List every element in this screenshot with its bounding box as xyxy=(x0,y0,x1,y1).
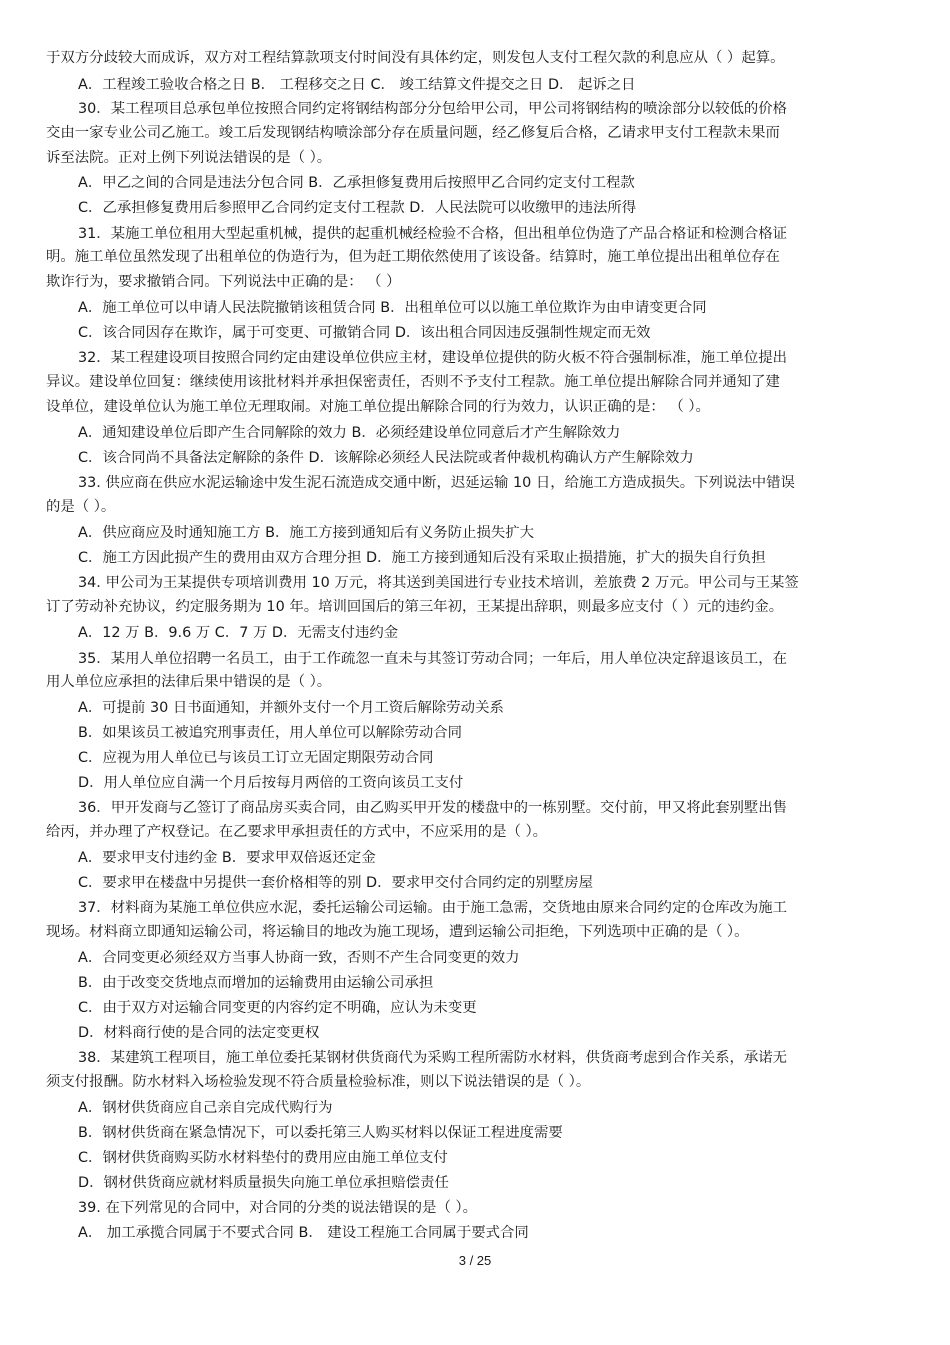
text-line: 33. 供应商在供应水泥运输途中发生泥石流造成交通中断，迟延运输 10 日，给施工方造成损失。下列说法中错误 xyxy=(78,475,795,491)
text-line: B．由于改变交货地点而增加的运输费用由运输公司承担 xyxy=(78,975,434,991)
text-line: 36．甲开发商与乙签订了商品房买卖合同，由乙购买甲开发的楼盘中的一栋别墅。交付前，甲又将此套别墅出售 xyxy=(78,800,788,816)
text-line: 给丙，并办理了产权登记。在乙要求甲承担责任的方式中，不应采用的是（ ）。 xyxy=(46,824,548,840)
text-line: C．要求甲在楼盘中另提供一套价格相等的别 D．要求甲交付合同约定的别墅房屋 xyxy=(78,875,593,891)
text-line: A．工程竣工验收合格之日 B． 工程移交之日 C． 竣工结算文件提交之日 D． 起诉之日 xyxy=(78,77,636,93)
text-line: D．材料商行使的是合同的法定变更权 xyxy=(78,1025,320,1041)
text-line: A．钢材供货商应自己亲自完成代购行为 xyxy=(78,1100,333,1116)
text-line: 于双方分歧较大而成诉，双方对工程结算款项支付时间没有具体约定，则发包人支付工程欠款的利息应从（ ）起算。 xyxy=(46,50,785,66)
text-line: C．施工方因此损产生的费用由双方合理分担 D．施工方接到通知后没有采取止损措施，扩大的损失自行负担 xyxy=(78,550,766,566)
text-line: C．该合同因存在欺诈，属于可变更、可撤销合同 D．该出租合同因违反强制性规定而无效 xyxy=(78,325,651,341)
text-line: C．由于双方对运输合同变更的内容约定不明确，应认为未变更 xyxy=(78,1000,477,1016)
text-line: C．应视为用人单位已与该员工订立无固定期限劳动合同 xyxy=(78,750,434,766)
text-line: 的是（ ）。 xyxy=(46,499,116,515)
text-line: D．用人单位应自满一个月后按每月两倍的工资向该员工支付 xyxy=(78,775,464,791)
text-line: 订了劳动补充协议，约定服务期为 10 年。培训回国后的第三年初，王某提出辞职，则最多应支付（ ）元的违约金。 xyxy=(46,599,784,615)
page-number: 3 / 25 xyxy=(458,1253,492,1268)
text-line: 异议。建设单位回复：继续使用该批材料并承担保密责任，否则不予支付工程款。施工单位提出解除合同并通知了建 xyxy=(46,374,780,390)
text-line: A．甲乙之间的合同是违法分包合同 B．乙承担修复费用后按照甲乙合同约定支付工程款 xyxy=(78,175,635,191)
text-line: A． 加工承揽合同属于不要式合同 B． 建设工程施工合同属于要式合同 xyxy=(78,1225,529,1241)
text-line: A．合同变更必须经双方当事人协商一致，否则不产生合同变更的效力 xyxy=(78,950,520,966)
text-line: 交由一家专业公司乙施工。竣工后发现钢结构喷涂部分存在质量问题，经乙修复后合格，乙请求甲支付工程款未果而 xyxy=(46,125,780,141)
text-line: 欺诈行为，要求撤销合同。下列说法中正确的是： （ ） xyxy=(46,274,401,290)
text-line: D．钢材供货商应就材料质量损失向施工单位承担赔偿责任 xyxy=(78,1175,449,1191)
text-line: B．钢材供货商在紧急情况下，可以委托第三人购买材料以保证工程进度需要 xyxy=(78,1125,563,1141)
text-line: 35．某用人单位招聘一名员工，由于工作疏忽一直未与其签订劳动合同；一年后，用人单位决定辞退该员工，在 xyxy=(78,651,788,667)
text-line: 明。施工单位虽然发现了出租单位的伪造行为，但为赶工期依然使用了该设备。结算时，施工单位提出出租单位存在 xyxy=(46,249,780,265)
text-line: C．乙承担修复费用后参照甲乙合同约定支付工程款 D．人民法院可以收缴甲的违法所得 xyxy=(78,200,637,216)
text-line: 38．某建筑工程项目，施工单位委托某钢材供货商代为采购工程所需防水材料，供货商考虑到合作关系，承诺无 xyxy=(78,1050,788,1066)
text-line: A．供应商应及时通知施工方 B．施工方接到通知后有义务防止损失扩大 xyxy=(78,525,535,541)
text-line: 须支付报酬。防水材料入场检验发现不符合质量检验标准，则以下说法错误的是（ ）。 xyxy=(46,1074,591,1090)
text-line: 32．某工程建设项目按照合同约定由建设单位供应主材，建设单位提供的防火板不符合强制标准，施工单位提出 xyxy=(78,350,788,366)
text-line: 39. 在下列常见的合同中，对合同的分类的说法错误的是（ ）。 xyxy=(78,1200,477,1216)
text-line: 现场。材料商立即通知运输公司，将运输目的地改为施工现场，遭到运输公司拒绝，下列选项中正确的是（ ）。 xyxy=(46,924,749,940)
text-line: 用人单位应承担的法律后果中错误的是（ ）。 xyxy=(46,674,332,690)
text-line: B．如果该员工被追究刑事责任，用人单位可以解除劳动合同 xyxy=(78,725,463,741)
text-line: 设单位，建设单位认为施工单位无理取闹。对施工单位提出解除合同的行为效力，认识正确的是： （ ）。 xyxy=(46,399,710,415)
text-line: A．要求甲支付违约金 B．要求甲双倍返还定金 xyxy=(78,850,376,866)
text-line: A．可提前 30 日书面通知，并额外支付一个月工资后解除劳动关系 xyxy=(78,700,504,716)
text-line: 34. 甲公司为王某提供专项培训费用 10 万元，将其送到美国进行专业技术培训，差旅费 2 万元。甲公司与王某签 xyxy=(78,575,799,591)
text-line: A．通知建设单位后即产生合同解除的效力 B．必须经建设单位同意后才产生解除效力 xyxy=(78,425,621,441)
text-line: 诉至法院。正对上例下列说法错误的是（ ）。 xyxy=(46,150,332,166)
text-line: C．该合同尚不具备法定解除的条件 D．该解除必须经人民法院或者仲裁机构确认方产生解除效力 xyxy=(78,450,694,466)
text-line: 37．材料商为某施工单位供应水泥，委托运输公司运输。由于施工急需，交货地由原来合同约定的仓库改为施工 xyxy=(78,900,788,916)
text-line: A．施工单位可以申请人民法院撤销该租赁合同 B．出租单位可以以施工单位欺诈为由申请变更合同 xyxy=(78,300,707,316)
text-line: 31．某施工单位租用大型起重机械，提供的起重机械经检验不合格，但出租单位伪造了产品合格证和检测合格证 xyxy=(78,226,788,242)
text-line: C．钢材供货商购买防水材料垫付的费用应由施工单位支付 xyxy=(78,1150,448,1166)
text-line: 30．某工程项目总承包单位按照合同约定将钢结构部分分包给甲公司，甲公司将钢结构的喷涂部分以较低的价格 xyxy=(78,101,788,117)
text-line: A．12 万 B．9.6 万 C．7 万 D．无需支付违约金 xyxy=(78,625,399,641)
